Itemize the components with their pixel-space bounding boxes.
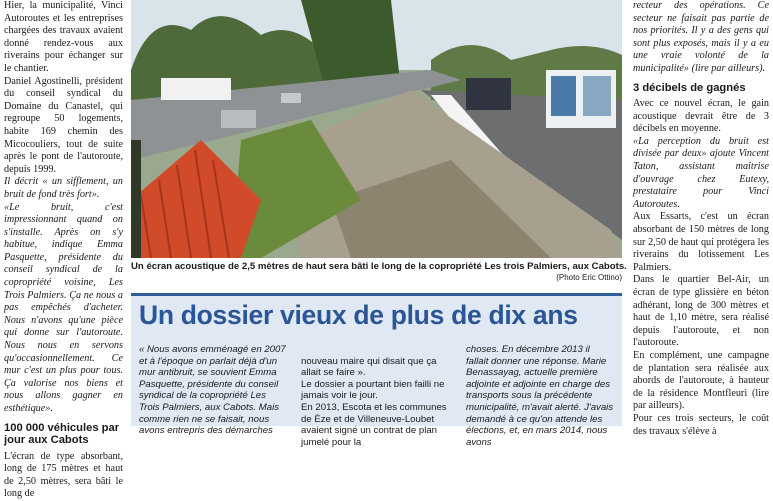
sidebar-article bbox=[131, 293, 622, 448]
right-paragraph: Dans le quartier Bel-Air, un écran de type glissière en béton adhérant, long de 300 mètres et haut de 1,10 mètre, sera réalisé depuis l'autoroute, et non l'autoroute. bbox=[633, 274, 769, 349]
article-column bbox=[301, 344, 449, 460]
article-column-text: « Nous avons emménagé en 2007 et à l'époque on parlait déjà d'un mur antibruit, se souvient Emma Pasquette, présidente du conseil syndical de la copropriété Les Trois Palmiers, aux Cabots. Mais comme rien ne se faisait, nous avons entrepris des démarches bbox=[139, 344, 286, 437]
right-paragraph: recteur des opérations. Ce secteur ne faisait pas partie de nos priorités. Il y a des gens qui sont plus exposés, mais il y a eu une vraie volonté de la municipalité» (lire par ailleurs). bbox=[633, 0, 769, 74]
right-paragraph: Pour ces trois secteurs, le coût des travaux s'élève à bbox=[633, 412, 769, 437]
left-paragraph: L'écran de type absorbant, long de 175 mètres et haut de 2,50 mètres, sera bâti le long de bbox=[4, 450, 123, 500]
article-headline: Un dossier vieux de plus de dix ans bbox=[139, 300, 578, 330]
left-column bbox=[4, 0, 123, 501]
article-column-text: nouveau maire qui disait que ça allait se faire ». Le dossier a pourtant bien failli ne jamais voir le jour. En 2013, Escota et les communes de Èze et de Villeneuve-Loubet avaient signé un contrat de plan jumelé pour la bbox=[301, 355, 447, 448]
right-paragraph: Aux Essarts, c'est un écran absorbant de 150 mètres de long sur 2,50 de haut qui protégera les riverains du lotissement Les Palmiers. bbox=[633, 211, 769, 273]
left-paragraph: Il décrit « un sifflement, un bruit de fond très fort». bbox=[4, 176, 123, 200]
right-subhead: 3 décibels de gagnés bbox=[633, 81, 746, 94]
article-column bbox=[466, 344, 614, 448]
left-paragraph: «Le bruit, c'est impressionnant quand on s'installe. Après on s'y habitue, indique Emma Pasquette, présidente du conseil syndical de la copropriété voisine, Les Trois Palmiers. Ça ne nous a pas empêchés d'acheter. Nous n'avons qu'une pièce qui donne sur l'autoroute. Nous nous en servons qu'occasionnellement. Ce mur c'est un plus pour tous. Ça valorise nos biens et nous allons gagner en esthétique». bbox=[4, 201, 123, 414]
right-paragraph: «La perception du bruit est divisée par deux» ajoute Vincent Taton, assistant maîtrise d'ouvrage chez Eutexy, prestataire pour Vinci Autoroutes. bbox=[633, 135, 769, 210]
right-paragraph: En complément, une campagne de plantation sera réalisée aux abords de l'autoroute, à hauteur de la résidence Montfleuri (lire par ailleurs). bbox=[633, 349, 769, 412]
article-photo bbox=[131, 0, 622, 258]
left-subhead: 100 000 véhicules par jour aux Cabots bbox=[4, 421, 120, 447]
article-column-text: choses. En décembre 2013 il fallait donner une réponse. Marie Benassayag, actuelle première adjointe et adjointe en charge des transports sous la précédente municipalité, m'avait alerté. J'avais demandé à ce qu'on attende les élections, et, en mars 2014, nous avons bbox=[466, 344, 614, 448]
right-column bbox=[633, 0, 769, 438]
left-paragraph: Hier, la municipalité, Vinci Autoroutes et les entreprises chargées des travaux avaient donné rendez-vous aux riverains pour échanger sur le chantier. bbox=[4, 0, 123, 74]
right-paragraph: Avec ce nouvel écran, le gain acoustique devrait être de 3 décibels en moyenne. bbox=[633, 98, 769, 135]
photo-caption: Un écran acoustique de 2,5 mètres de haut sera bâti le long de la copropriété Les trois Palmiers, aux Cabots. bbox=[131, 261, 627, 272]
photo-credit: (Photo Eric Ottino) bbox=[556, 273, 622, 282]
left-paragraph: Daniel Agostinelli, président du conseil syndical du Domaine du Canastel, qui regroupe 50 logements, habite 169 chemin des Micocouliers, tout de suite après le pont de l'autoroute, depuis 1999. bbox=[4, 75, 123, 175]
